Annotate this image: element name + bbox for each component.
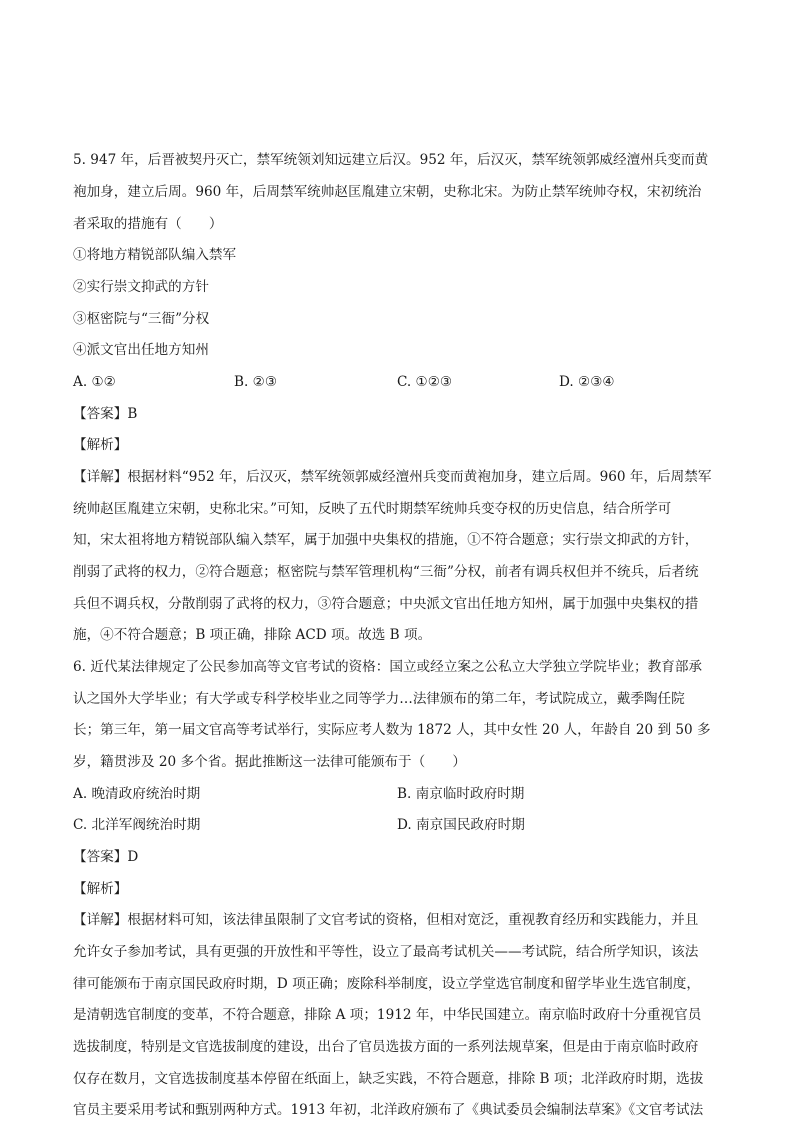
- q6-detail-line-2: 允许女子参加考试，具有更强的开放性和平等性，设立了最高考试机关——考试院，结合所学知识，该法: [73, 944, 699, 960]
- q6-stem-line-3: 长；第三年，第一届文官高等考试举行，实际应考人数为 1872 人，其中女性 20 人，年龄自 20 到 50 多: [73, 722, 711, 738]
- q5-analysis-label: 【解析】: [73, 437, 128, 453]
- q5-item-3: ③枢密院与“三衙”分权: [73, 311, 210, 327]
- q5-stem-line-3: 者采取的措施有（ ）: [73, 216, 223, 232]
- q6-option-b: B. 南京临时政府时期: [397, 786, 525, 802]
- q5-option-b: B. ②③: [234, 374, 278, 390]
- q5-detail-line-1: 【详解】根据材料“952 年，后汉灭，禁军统领郭威经澶州兵变而黄袍加身，建立后周。960 年，后周禁军: [73, 469, 712, 485]
- q6-stem-line-4: 岁，籍贯涉及 20 多个省。据此推断这一法律可能颁布于（ ）: [73, 754, 466, 770]
- q6-stem-line-2: 认之国外大学毕业；有大学或专科学校毕业之同等学力…法律颁布的第二年，考试院成立，戴季陶任院: [73, 691, 685, 707]
- q5-answer: 【答案】B: [73, 406, 138, 422]
- q5-option-a: A. ①②: [73, 374, 116, 390]
- q5-detail-line-6: 施，④不符合题意；B 项正确，排除 ACD 项。故选 B 项。: [73, 627, 432, 643]
- q6-detail-line-7: 官员主要采用考试和甄别两种方式。1913 年初，北洋政府颁布了《典试委员会编制法草案》《文官考试法: [73, 1102, 704, 1118]
- q6-stem-line-1: 6. 近代某法律规定了公民参加高等文官考试的资格：国立或经立案之公私立大学独立学院毕业；教育部承: [73, 659, 703, 675]
- q5-item-4: ④派文官出任地方知州: [73, 342, 209, 358]
- q5-detail-line-5: 兵但不调兵权，分散削弱了武将的权力，③符合题意；中央派文官出任地方知州，属于加强中央集权的措: [73, 596, 699, 612]
- q5-item-2: ②实行崇文抑武的方针: [73, 279, 209, 295]
- q6-option-d: D. 南京国民政府时期: [397, 817, 525, 833]
- q6-option-a: A. 晚清政府统治时期: [73, 786, 201, 802]
- q6-analysis-label: 【解析】: [73, 881, 128, 897]
- q6-option-c: C. 北洋军阀统治时期: [73, 817, 201, 833]
- q5-option-c: C. ①②③: [397, 374, 453, 390]
- q5-stem-line-2: 袍加身，建立后周。960 年，后周禁军统帅赵匡胤建立宋朝，史称北宋。为防止禁军统帅夺权，宋初统治: [73, 184, 702, 200]
- q5-detail-line-3: 知，宋太祖将地方精锐部队编入禁军，属于加强中央集权的措施，①不符合题意；实行崇文抑武的方针，: [73, 532, 699, 548]
- q6-detail-line-3: 律可能颁布于南京国民政府时期，D 项正确；废除科举制度，设立学堂选官制度和留学毕业生选官制度，: [73, 976, 700, 992]
- q6-detail-line-6: 仅存在数月，文官选拔制度基本停留在纸面上，缺乏实践，不符合题意，排除 B 项；北洋政府时期，选拔: [73, 1071, 704, 1087]
- q6-answer: 【答案】D: [73, 849, 139, 865]
- q5-stem-line-1: 5. 947 年，后晋被契丹灭亡，禁军统领刘知远建立后汉。952 年，后汉灭，禁军统领郭威经澶州兵变而黄: [73, 152, 709, 168]
- q5-detail-line-4: 削弱了武将的权力，②符合题意；枢密院与禁军管理机构“三衙”分权，前者有调兵权但并不统兵，后者统: [73, 564, 699, 580]
- q6-detail-line-4: 是清朝选官制度的变革，不符合题意，排除 A 项；1912 年，中华民国建立。南京临时政府十分重视官员: [73, 1007, 702, 1023]
- q5-detail-line-2: 统帅赵匡胤建立宋朝，史称北宋。”可知，反映了五代时期禁军统帅兵变夺权的历史信息，结合所学可: [73, 501, 672, 517]
- q5-option-d: D. ②③④: [559, 374, 615, 390]
- q6-detail-line-1: 【详解】根据材料可知，该法律虽限制了文官考试的资格，但相对宽泛，重视教育经历和实践能力，并且: [73, 912, 699, 928]
- q6-detail-line-5: 选拔制度，特别是文官选拔制度的建设，出台了官员选拔方面的一系列法规草案，但是由于南京临时政府: [73, 1039, 699, 1055]
- q5-item-1: ①将地方精锐部队编入禁军: [73, 247, 237, 263]
